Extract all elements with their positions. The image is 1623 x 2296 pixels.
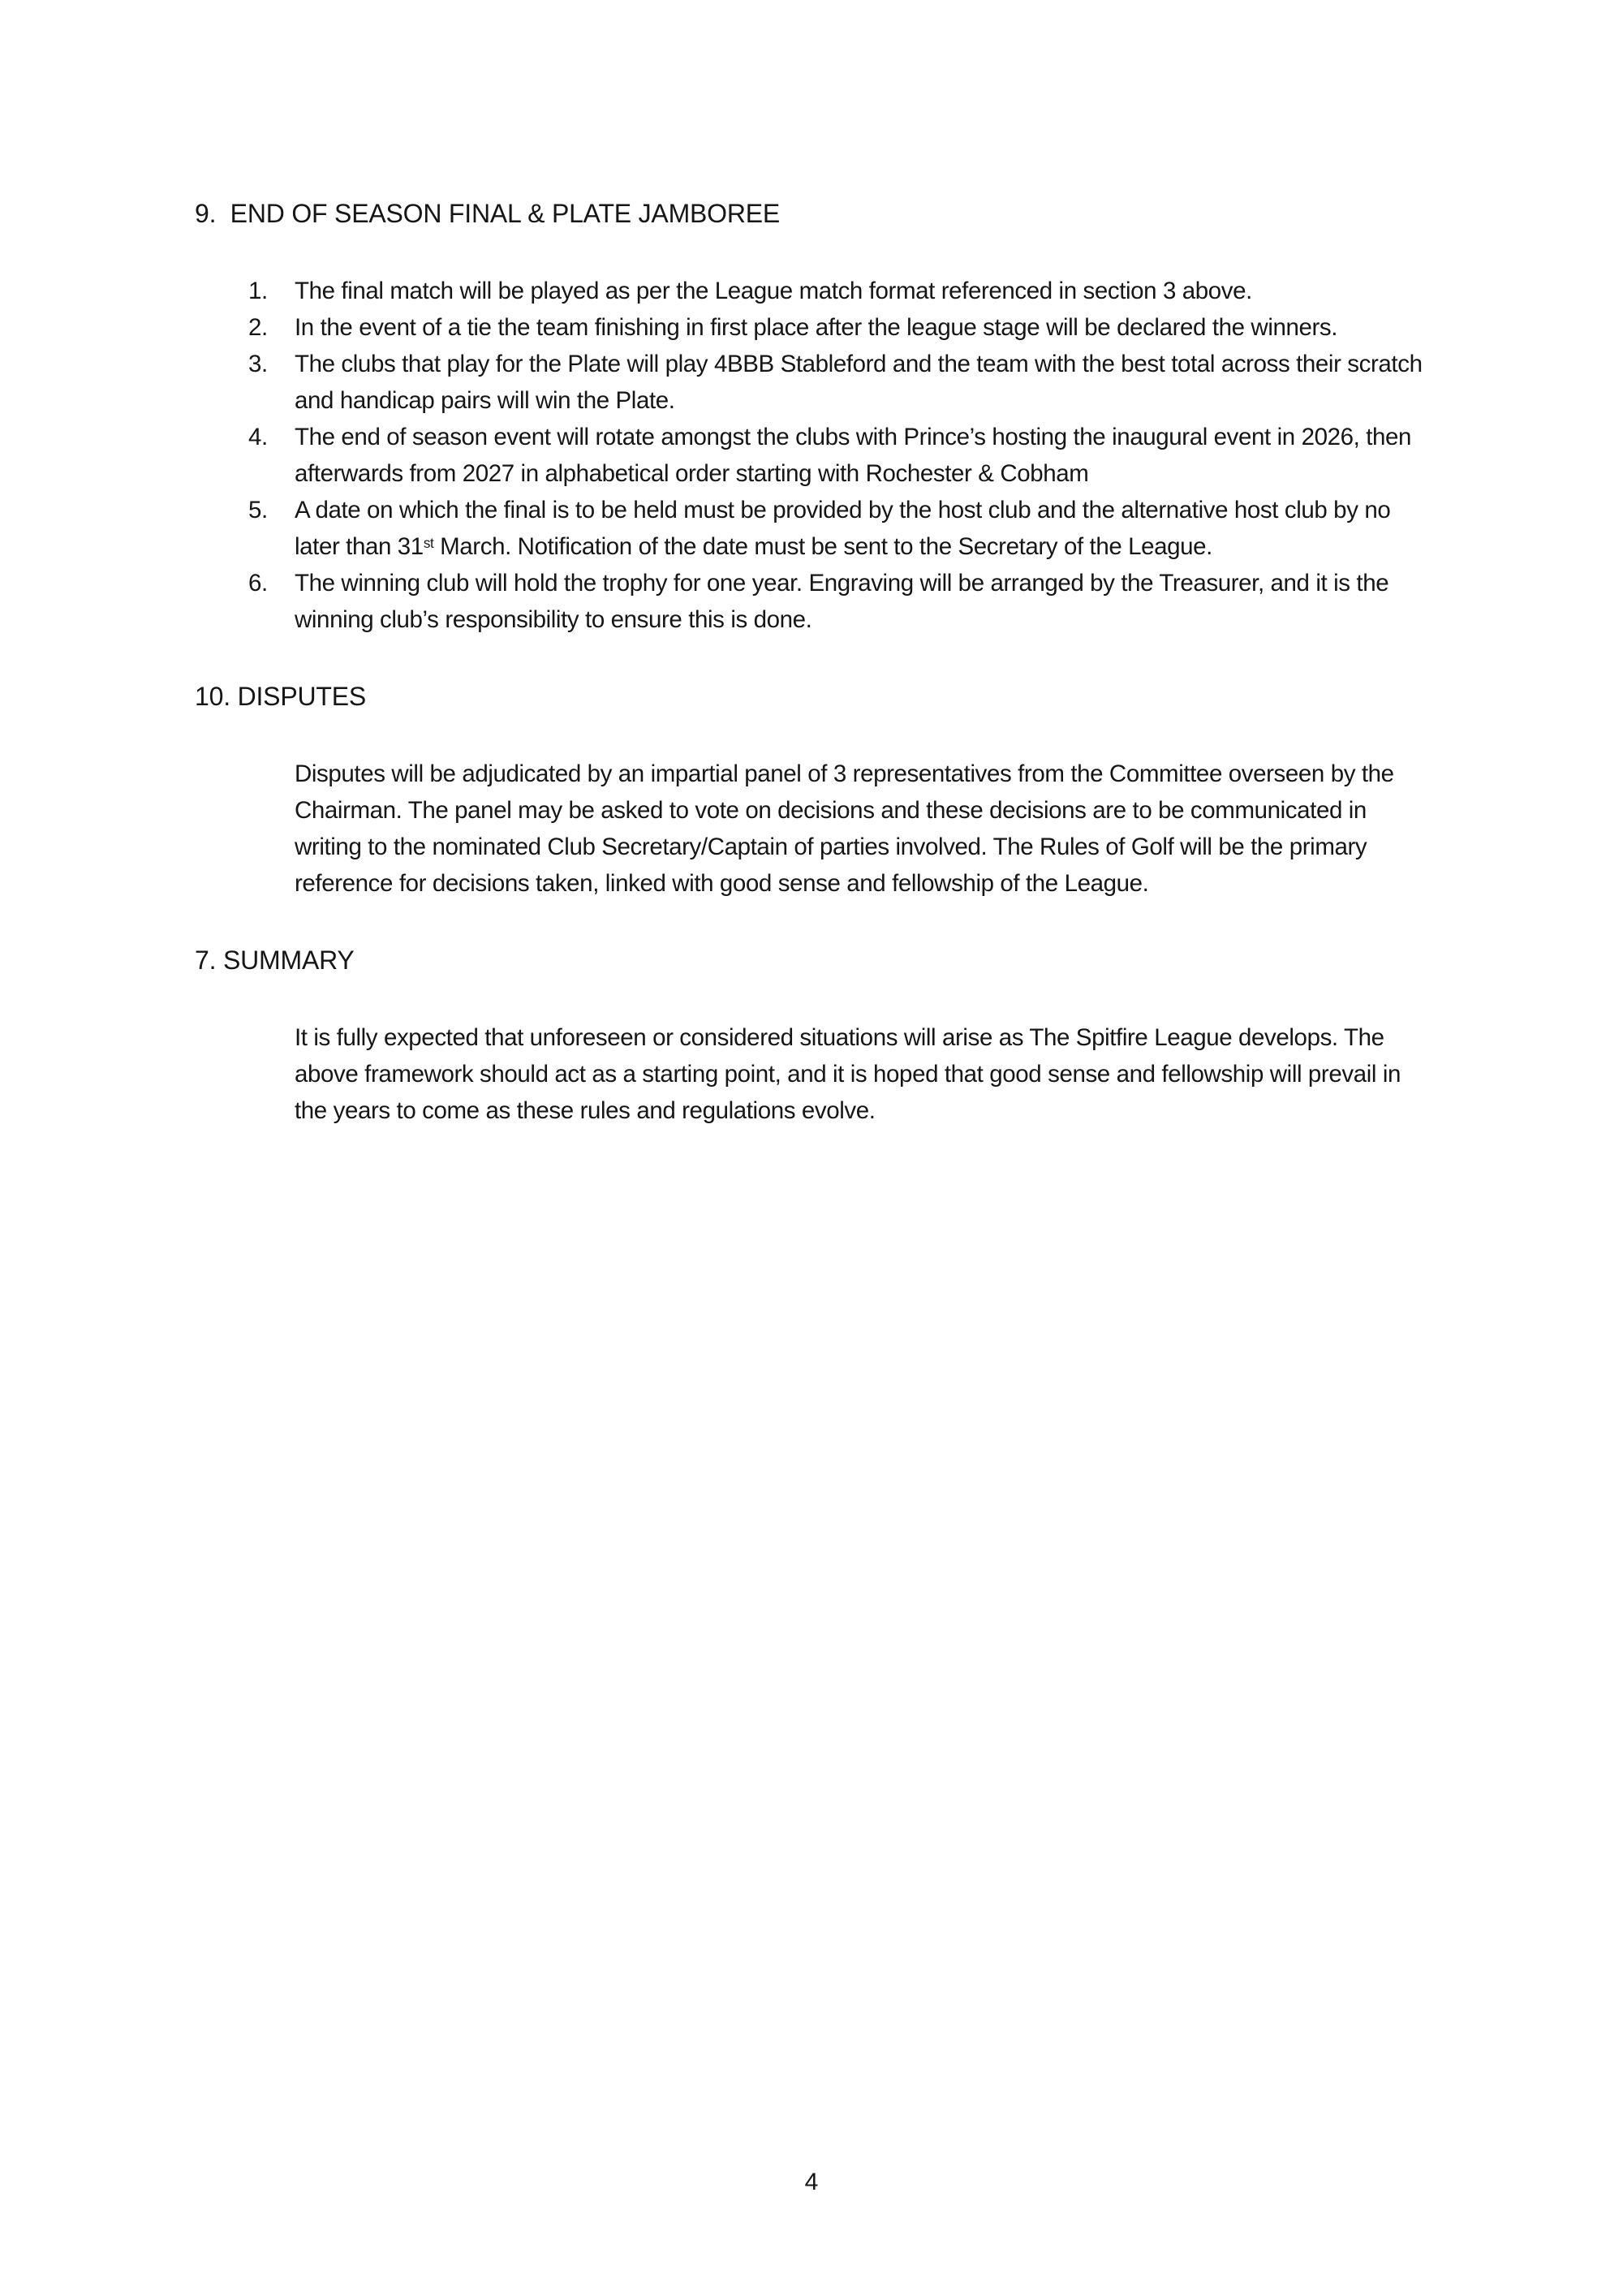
list-item-number: 1. <box>248 278 268 304</box>
list-item-text-after-superscript: March. Notification of the date must be sent to the Secretary of the League. <box>433 533 1212 560</box>
list-item-number: 2. <box>248 314 268 341</box>
list-item <box>195 309 1428 346</box>
ordinal-superscript: st <box>423 536 434 552</box>
list-item-text: The final match will be played as per the League match format referenced in section 3 above. <box>295 278 1252 304</box>
disputes-paragraph: Disputes will be adjudicated by an impartial panel of 3 representatives from the Committee overseen by the Chairman. The panel may be asked to vote on decisions and these decisions are to be communicated in writing to the nominated Club Secretary/Captain of parties involved. The Rules of Golf will be the primary reference for decisions taken, linked with good sense and fellowship of the League. <box>295 760 1394 897</box>
list-item-number: 4. <box>248 424 268 450</box>
list-item-text: In the event of a tie the team finishing in first place after the league stage will be declared the winners. <box>295 314 1338 341</box>
list-item <box>195 273 1428 309</box>
list-item-number: 5. <box>248 497 268 523</box>
section-heading-summary: 7. SUMMARY <box>195 946 355 975</box>
list-item <box>195 419 1428 492</box>
section-heading-disputes: 10. DISPUTES <box>195 682 367 711</box>
list-item-text: The winning club will hold the trophy for one year. Engraving will be arranged by the Treasurer, and it is the winning club’s responsibility to ensure this is done. <box>295 570 1389 633</box>
page-number: 4 <box>804 2169 819 2195</box>
list-item-text: The end of season event will rotate amongst the clubs with Prince’s hosting the inaugural event in 2026, then afterwards from 2027 in alphabetical order starting with Rochester & Cobham <box>295 424 1412 487</box>
end-of-season-list <box>195 273 1428 638</box>
list-item <box>195 346 1428 419</box>
list-item-text <box>295 497 1390 560</box>
list-item <box>195 492 1428 565</box>
list-item-text: The clubs that play for the Plate will play 4BBB Stableford and the team with the best total across their scratch and handicap pairs will win the Plate. <box>295 351 1423 414</box>
list-item-number: 6. <box>248 570 268 597</box>
document-content <box>195 196 1428 1170</box>
list-item-number: 3. <box>248 351 268 377</box>
section-heading-end-of-season: 9. END OF SEASON FINAL & PLATE JAMBOREE <box>195 199 781 228</box>
list-item <box>195 565 1428 638</box>
list-item-text-before-superscript: A date on which the final is to be held must be provided by the host club and the alternative host club by no later than 31 <box>295 497 1391 560</box>
summary-paragraph: It is fully expected that unforeseen or considered situations will arise as The Spitfire League develops. The above framework should act as a starting point, and it is hoped that good sense and fellowship will prevail in the years to come as these rules and regulations evolve. <box>295 1024 1401 1124</box>
